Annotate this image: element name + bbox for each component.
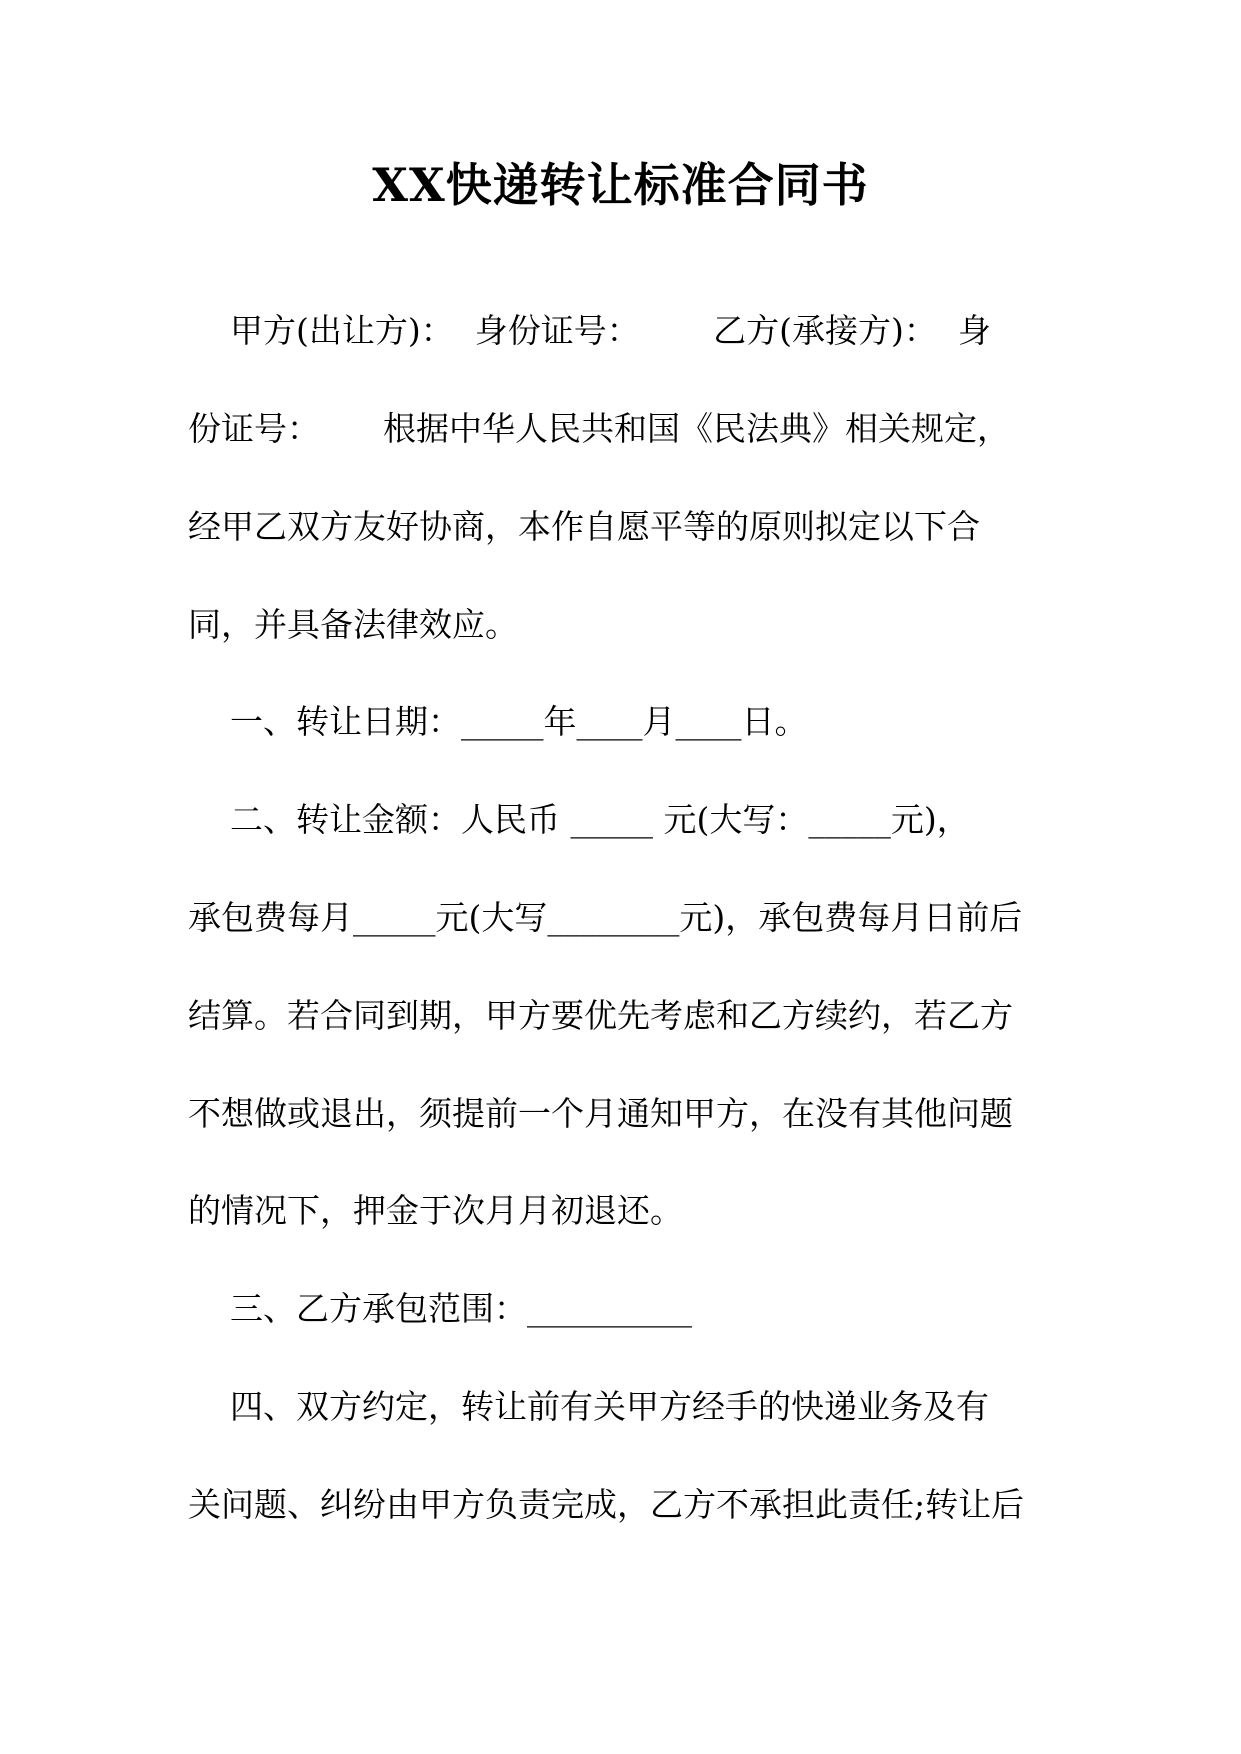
paragraph-line: 承包费每月_____元(大写________元)，承包费每月日前后	[188, 898, 1023, 937]
clause-3-contract-scope: 三、乙方承包范围：__________	[188, 1289, 692, 1328]
clause-1-transfer-date: 一、转让日期：_____年____月____日。	[188, 702, 808, 741]
paragraph-line: 甲方(出让方)： 身份证号： 乙方(承接方)： 身	[188, 311, 991, 350]
paragraph-line: 关问题、纠纷由甲方负责完成，乙方不承担此责任;转让后	[188, 1485, 1025, 1524]
paragraph-line: 同，并具备法律效应。	[188, 605, 518, 644]
paragraph-line: 不想做或退出，须提前一个月通知甲方，在没有其他问题	[188, 1094, 1013, 1133]
paragraph-line: 经甲乙双方友好协商，本作自愿平等的原则拟定以下合	[188, 507, 980, 546]
paragraph-line: 的情况下，押金于次月月初退还。	[188, 1191, 683, 1230]
clause-2-transfer-amount: 二、转让金额：人民币 _____ 元(大写：_____元)，	[188, 800, 970, 839]
clause-4-agreement: 四、双方约定，转让前有关甲方经手的快递业务及有	[188, 1387, 989, 1426]
paragraph-line: 份证号： 根据中华人民共和国《民法典》相关规定，	[188, 409, 1010, 448]
paragraph-line: 结算。若合同到期，甲方要优先考虑和乙方续约，若乙方	[188, 996, 1013, 1035]
document-title: XX快递转让标准合同书	[372, 158, 869, 212]
